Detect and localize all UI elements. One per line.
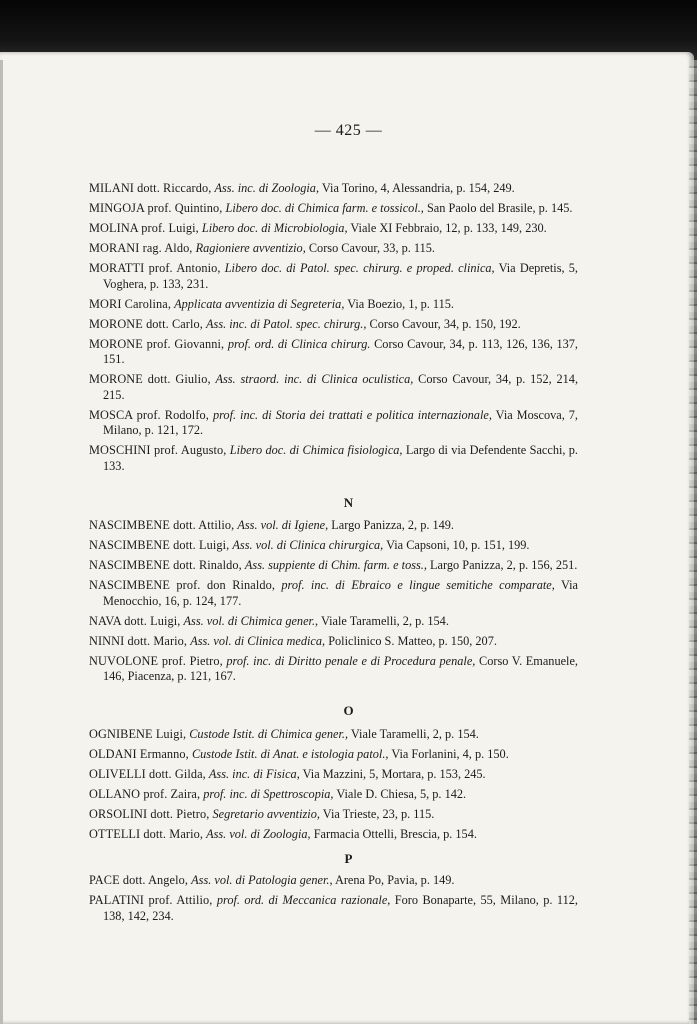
directory-entry: MOLINA prof. Luigi, Libero doc. di Microbiologia, Viale XI Febbraio, 12, p. 133, 149, 230. [89, 221, 547, 235]
section-letter-o: O [343, 703, 354, 718]
directory-entry: OGNIBENE Luigi, Custode Istit. di Chimica gener., Viale Taramelli, 2, p. 154. [89, 727, 479, 741]
directory-entry: NINNI dott. Mario, Ass. vol. di Clinica medica, Policlinico S. Matteo, p. 150, 207. [89, 633, 497, 648]
directory-entry: NASCIMBENE dott. Luigi, Ass. vol. di Clinica chirurgica, Via Capsoni, 10, p. 151, 199. [89, 538, 530, 552]
directory-entry: NASCIMBENE dott. Attilio, Ass. vol. di Igiene, Largo Panizza, 2, p. 149. [89, 518, 455, 532]
section-n [89, 518, 578, 689]
directory-entry: OLLANO prof. Zaira, prof. inc. di Spettroscopia, Viale D. Chiesa, 5, p. 142. [89, 787, 467, 801]
directory-entry: NAVA dott. Luigi, Ass. vol. di Chimica gener., Viale Taramelli, 2, p. 154. [89, 613, 449, 628]
directory-entry: NASCIMBENE prof. don Rinaldo, prof. inc. di Ebraico e lingue semitiche comparate, Via Menocchio, 16, p. 124, 177. [89, 578, 579, 608]
directory-entry: MINGOJA prof. Quintino, Libero doc. di Chimica farm. e tossicol., San Paolo del Brasile, p. 145. [89, 201, 573, 215]
directory-entry: OLDANI Ermanno, Custode Istit. di Anat. e istologia patol., Via Forlanini, 4, p. 150. [89, 747, 509, 761]
directory-entry: MORATTI prof. Antonio, Libero doc. di Patol. spec. chirurg. e proped. clinica, Via Depretis, 5, Voghera, p. 133, 231. [89, 261, 578, 291]
page-right-edge [689, 60, 697, 1024]
section-letter-n: N [343, 495, 354, 510]
page-left-edge [0, 60, 3, 1024]
section-letter-p: P [344, 851, 353, 866]
directory-entry: MORONE dott. Giulio, Ass. straord. inc. di Clinica oculistica, Corso Cavour, 34, p. 152, 214, 215. [89, 372, 579, 402]
page-number: — 425 — [314, 122, 383, 139]
directory-entry: MORANI rag. Aldo, Ragioniere avventizio, Corso Cavour, 33, p. 115. [89, 241, 435, 255]
directory-entry: OTTELLI dott. Mario, Ass. vol. di Zoologia, Farmacia Ottelli, Brescia, p. 154. [89, 827, 477, 841]
scan-top-shadow [0, 0, 697, 60]
section-p [89, 873, 578, 929]
directory-entry: NASCIMBENE dott. Rinaldo, Ass. suppiente di Chim. farm. e toss., Largo Panizza, 2, p. 156, 251. [89, 558, 578, 572]
directory-entry: MOSCHINI prof. Augusto, Libero doc. di Chimica fisiologica, Largo di via Defendente Sacchi, p. 133. [89, 443, 579, 473]
directory-entry: NUVOLONE prof. Pietro, prof. inc. di Diritto penale e di Procedura penale, Corso V. Emanuele, 146, Piacenza, p. 121, 167. [89, 653, 578, 683]
directory-entry: MOSCA prof. Rodolfo, prof. inc. di Storia dei trattati e politica internazionale, Via Moscova, 7, Milano, p. 121, 172. [89, 407, 579, 437]
directory-entry: PACE dott. Angelo, Ass. vol. di Patologia gener., Arena Po, Pavia, p. 149. [89, 873, 455, 887]
directory-entry: OLIVELLI dott. Gilda, Ass. inc. di Fisica, Via Mazzini, 5, Mortara, p. 153, 245. [89, 767, 486, 781]
directory-entry: ORSOLINI dott. Pietro, Segretario avventizio, Via Trieste, 23, p. 115. [89, 807, 435, 821]
section-m [89, 181, 578, 479]
directory-entry: MORONE dott. Carlo, Ass. inc. di Patol. spec. chirurg., Corso Cavour, 34, p. 150, 192. [89, 316, 521, 331]
directory-entry: MORONE prof. Giovanni, prof. ord. di Clinica chirurg. Corso Cavour, 34, p. 113, 126, 136, 137, 151. [89, 336, 578, 366]
directory-entry: MILANI dott. Riccardo, Ass. inc. di Zoologia, Via Torino, 4, Alessandria, p. 154, 249. [89, 181, 515, 195]
section-o [89, 727, 578, 847]
directory-entry: PALATINI prof. Attilio, prof. ord. di Meccanica razionale, Foro Bonaparte, 55, Milano, p. 112, 138, 142, 234. [89, 893, 578, 923]
directory-entry: MORI Carolina, Applicata avventizia di Segreteria, Via Boezio, 1, p. 115. [89, 296, 454, 311]
